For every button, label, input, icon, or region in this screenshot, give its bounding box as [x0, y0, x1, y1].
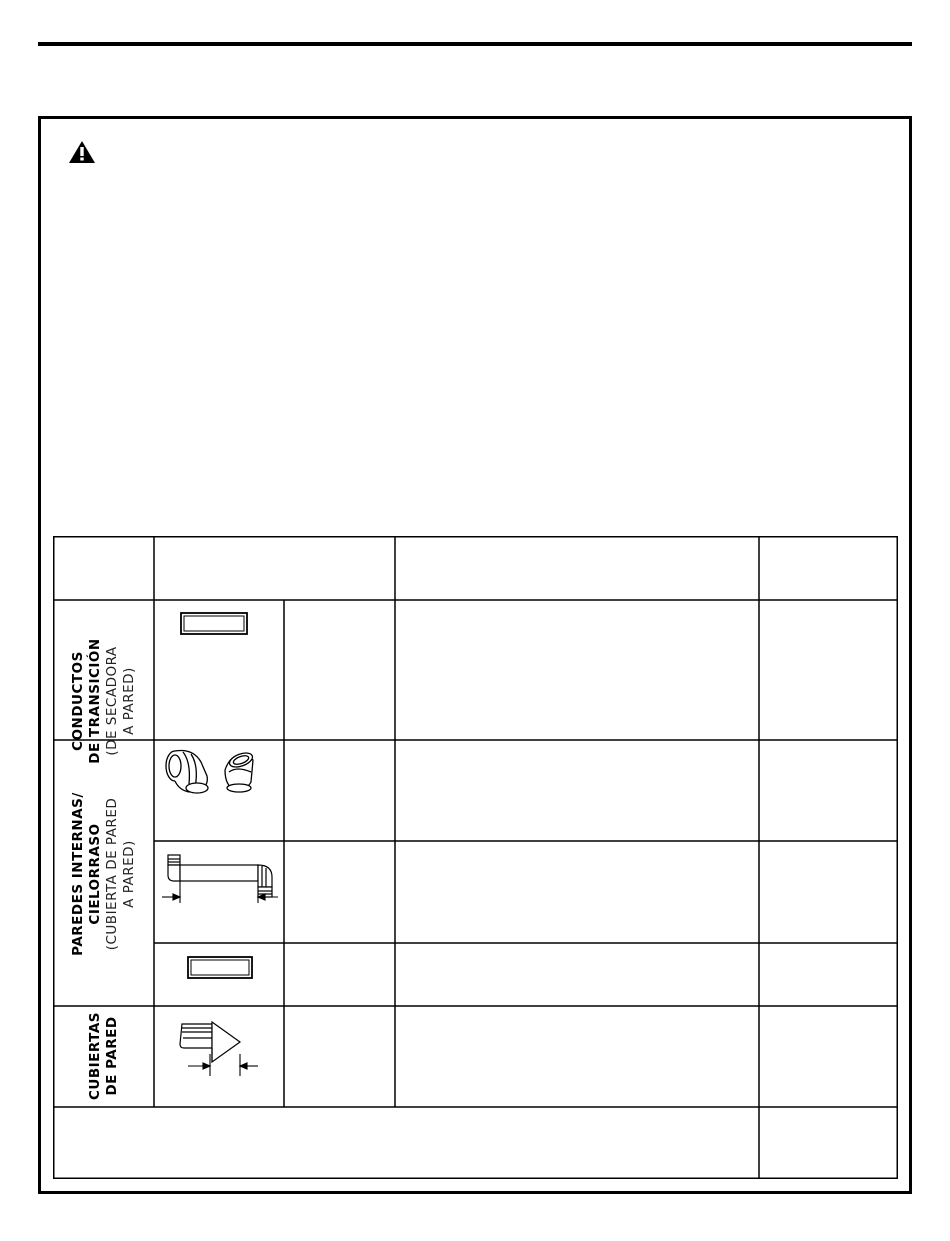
- warning-triangle-icon: [68, 140, 96, 164]
- rigid-duct-icon: [180, 612, 250, 636]
- row-label-wall-caps: CUBIERTAS DE PARED: [87, 1011, 120, 1101]
- row-label-interior-walls: PAREDES INTERNAS/ CIELORRASO (CUBIERTA DE PARED A PARED): [70, 792, 137, 956]
- venting-table: [53, 536, 898, 1179]
- wall-cap-icon: [178, 1020, 262, 1078]
- periscope-duct-icon: [160, 851, 282, 907]
- rigid-duct-icon: [187, 956, 255, 980]
- row-label-transition-ducts: CONDUCTOS DE TRANSICIÓN (DE SECADORA A PARED): [70, 638, 137, 764]
- elbow-fittings-icon: [161, 746, 271, 800]
- top-rule: [38, 42, 912, 46]
